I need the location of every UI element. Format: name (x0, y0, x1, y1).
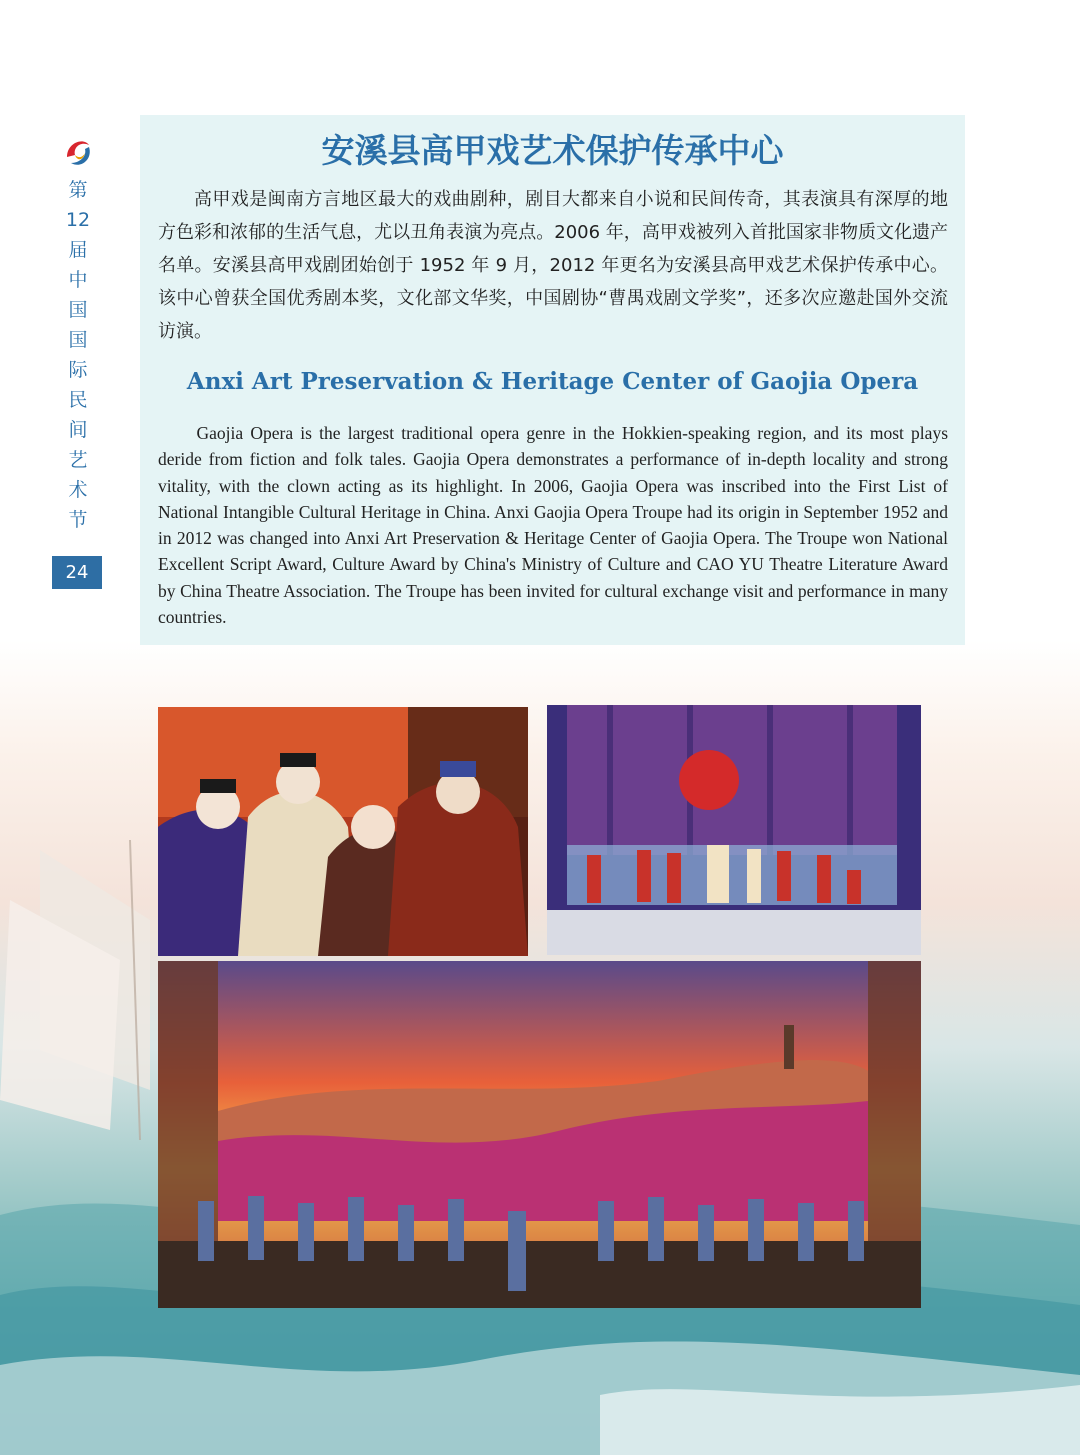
vertical-title-char: 艺 (68, 449, 88, 471)
article-panel (140, 115, 965, 645)
festival-logo-icon (61, 135, 95, 169)
festival-vertical-title (52, 179, 104, 532)
article-title-en: Anxi Art Preservation & Heritage Center of Gaojia Opera (186, 368, 919, 395)
sailboat-illustration (0, 840, 170, 1140)
vertical-title-char: 国 (68, 299, 88, 321)
opera-army-scene-photo (158, 961, 921, 1308)
festival-sidebar (52, 135, 104, 589)
article-title-cn: 安溪县高甲戏艺术保护传承中心 (321, 131, 784, 170)
vertical-title-char: 术 (68, 479, 88, 501)
vertical-title-char: 节 (68, 509, 88, 531)
vertical-title-char: 中 (68, 269, 88, 291)
vertical-title-char: 国 (68, 329, 88, 351)
vertical-title-char: 第 (68, 179, 88, 201)
vertical-title-char: 民 (68, 389, 88, 411)
opera-clown-actors-photo (158, 707, 528, 956)
article-body-cn: 高甲戏是闽南方言地区最大的戏曲剧种，剧目大都来自小说和民间传奇，其表演具有深厚的地方色彩和浓郁的生活气息，尤以丑角表演为亮点。2006 年，高甲戏被列入首批国家非物质文化遗产名单。安溪县高甲戏剧团始创于 1952 年 9 月，2012 年更名为安溪县高甲戏艺术保护传承中心。该中心曾获全国优秀剧本奖，文化部文华奖，中国剧协“曹禺戏剧文学奖”，还多次应邀赴国外交流访演。 (158, 189, 948, 342)
page-number-badge: 24 (52, 556, 102, 589)
vertical-title-char: 12 (65, 209, 91, 231)
vertical-title-char: 届 (68, 239, 88, 261)
article-body-en: Gaojia Opera is the largest traditional opera genre in the Hokkien-speaking region, and its most plays deride from fiction and folk tales. Gaojia Opera demonstrates a performance of in-depth locality and strong vitality, with the clown acting as its highlight. In 2006, Gaojia Opera was inscribed into the First List of National Intangible Cultural Heritage in China. Anxi Gaojia Opera Troupe had its origin in September 1952 and in 2012 was changed into Anxi Art Preservation & Heritage Center of Gaojia Opera. The Troupe won National Excellent Script Award, Culture Award by China's Ministry of Culture and CAO YU Theatre Literature Award by China Theatre Association. The Troupe has been invited for cultural exchange visit and performance in many countries. (158, 423, 948, 628)
vertical-title-char: 间 (68, 419, 88, 441)
vertical-title-char: 际 (68, 359, 88, 381)
opera-stage-ensemble-photo (547, 705, 921, 955)
